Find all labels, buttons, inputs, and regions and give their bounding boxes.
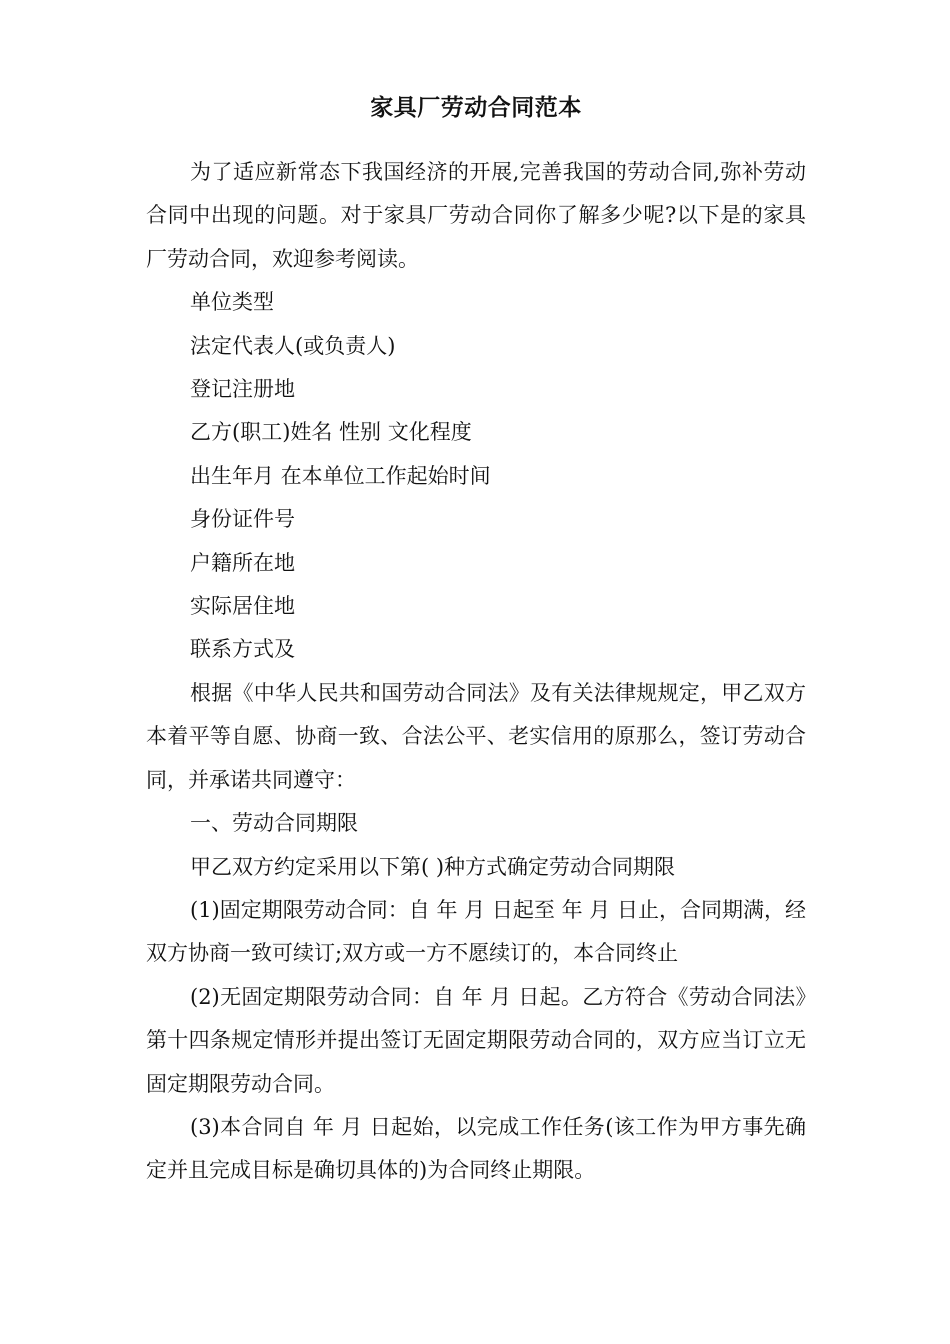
paragraph-open-ended-term: (2)无固定期限劳动合同：自 年 月 日起。乙方符合《劳动合同法》第十四条规定情形并提出签订无固定期限劳动合同的，双方应当订立无固定期限劳动合同。: [146, 984, 806, 1096]
paragraph-household-registration: 户籍所在地: [190, 550, 295, 575]
section-heading-contract-term: 一、劳动合同期限: [190, 811, 358, 836]
paragraph-intro: 为了适应新常态下我国经济的开展,完善我国的劳动合同,弥补劳动合同中出现的问题。对于家具厂劳动合同你了解多少呢?以下是的家具厂劳动合同，欢迎参考阅读。: [146, 160, 806, 271]
paragraph-fixed-term: (1)固定期限劳动合同：自 年 月 日起至 年 月 日止，合同期满，经双方协商一致可续订;双方或一方不愿续订的，本合同终止: [146, 897, 806, 966]
paragraph-residence: 实际居住地: [190, 594, 295, 619]
paragraph-task-term: (3)本合同自 年 月 日起始，以完成工作任务(该工作为甲方事先确定并且完成目标是确切具体的)为合同终止期限。: [146, 1114, 806, 1183]
paragraph-legal-representative: 法定代表人(或负责人): [190, 333, 396, 358]
paragraph-contact: 联系方式及: [190, 637, 295, 662]
document-page: [146, 88, 806, 1193]
paragraph-term-method: 甲乙双方约定采用以下第( )种方式确定劳动合同期限: [190, 854, 676, 879]
paragraph-legal-basis: 根据《中华人民共和国劳动合同法》及有关法律规规定，甲乙双方本着平等自愿、协商一致、合法公平、老实信用的原那么，签订劳动合同，并承诺共同遵守：: [146, 680, 806, 792]
paragraph-registration-place: 登记注册地: [190, 377, 295, 402]
document-body: [146, 151, 806, 1193]
paragraph-unit-type: 单位类型: [190, 290, 274, 315]
paragraph-birth-date: 出生年月 在本单位工作起始时间: [190, 463, 491, 488]
paragraph-employee-name: 乙方(职工)姓名 性别 文化程度: [190, 420, 472, 445]
document-title: 家具厂劳动合同范本: [370, 94, 582, 121]
paragraph-id-number: 身份证件号: [190, 507, 295, 532]
